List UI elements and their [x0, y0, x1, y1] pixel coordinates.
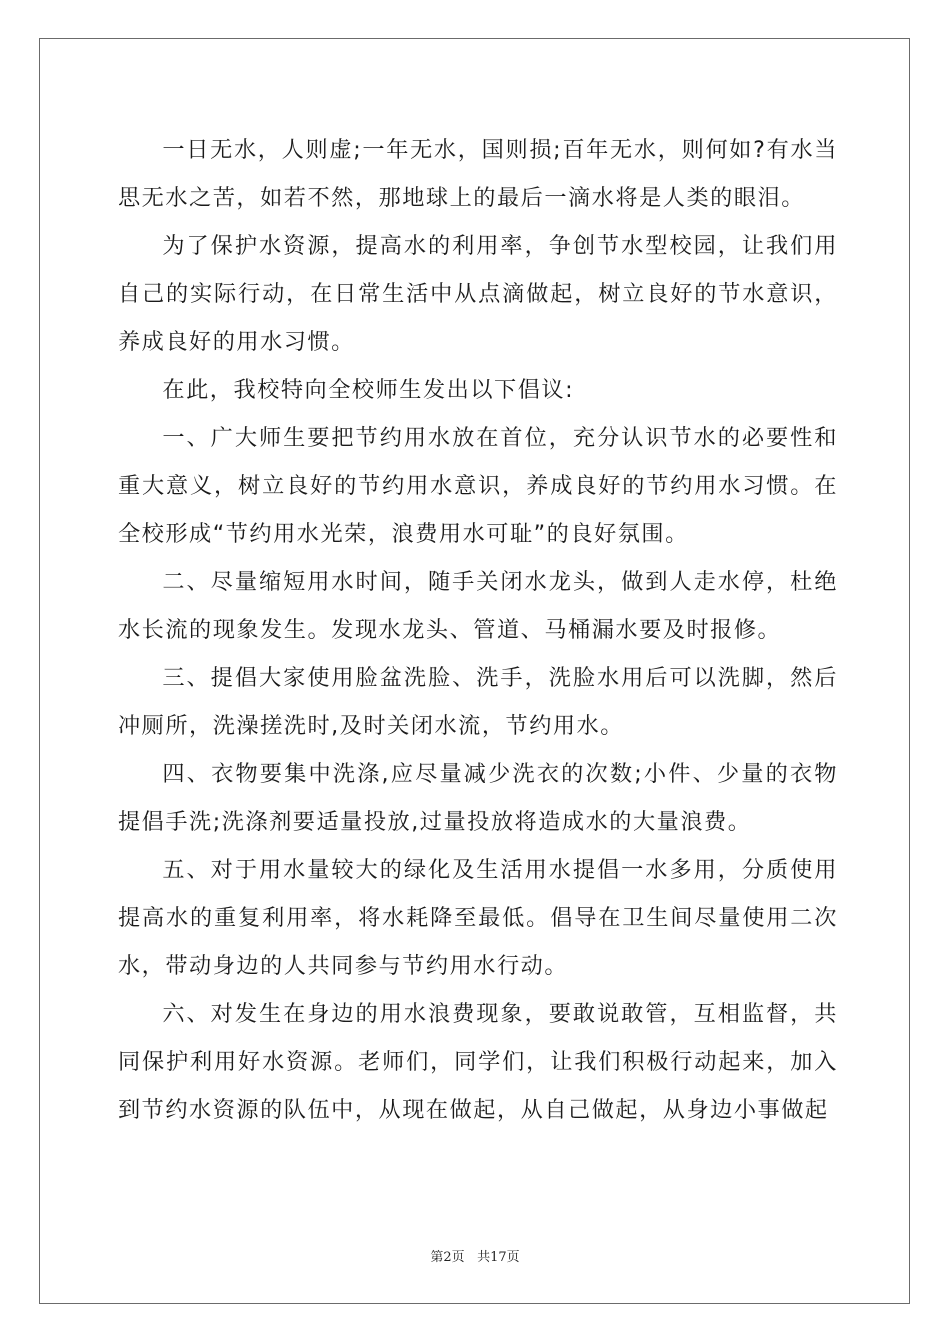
paragraph: 六、对发生在身边的用水浪费现象，要敢说敢管，互相监督，共同保护利用好水资源。老师们，同学们，让我们积极行动起来，加入到节约水资源的队伍中，从现在做起，从自己做起，从身边小事做起 — [118, 1001, 838, 1123]
paragraph: 一日无水，人则虚;一年无水，国则损;百年无水，则何如?有水当思无水之苦，如若不然，那地球上的最后一滴水将是人类的眼泪。 — [118, 137, 838, 211]
paragraph: 为了保护水资源，提高水的利用率，争创节水型校园，让我们用自己的实际行动，在日常生活中从点滴做起，树立良好的节水意识，养成良好的用水习惯。 — [118, 233, 838, 355]
paragraph: 五、对于用水量较大的绿化及生活用水提倡一水多用，分质使用提高水的重复利用率，将水耗降至最低。倡导在卫生间尽量使用二次水，带动身边的人共同参与节约用水行动。 — [118, 857, 838, 979]
document-body — [118, 126, 838, 1134]
paragraph: 在此，我校特向全校师生发出以下倡议: — [162, 377, 575, 403]
paragraph: 二、尽量缩短用水时间，随手关闭水龙头，做到人走水停，杜绝水长流的现象发生。发现水龙头、管道、马桶漏水要及时报修。 — [118, 569, 838, 643]
total-pages: 共17页 — [477, 1250, 520, 1265]
paragraph: 一、广大师生要把节约用水放在首位，充分认识节水的必要性和重大意义，树立良好的节约用水意识，养成良好的节约用水习惯。在全校形成“节约用水光荣，浪费用水可耻”的良好氛围。 — [118, 425, 838, 547]
paragraph: 四、衣物要集中洗涤,应尽量减少洗衣的次数;小件、少量的衣物提倡手洗;洗涤剂要适量投放,过量投放将造成水的大量浪费。 — [118, 761, 838, 835]
page-number: 第2页 — [430, 1250, 465, 1265]
paragraph: 三、提倡大家使用脸盆洗脸、洗手，洗脸水用后可以洗脚，然后冲厕所，洗澡搓洗时,及时关闭水流，节约用水。 — [118, 665, 838, 739]
page-footer — [0, 1246, 950, 1265]
